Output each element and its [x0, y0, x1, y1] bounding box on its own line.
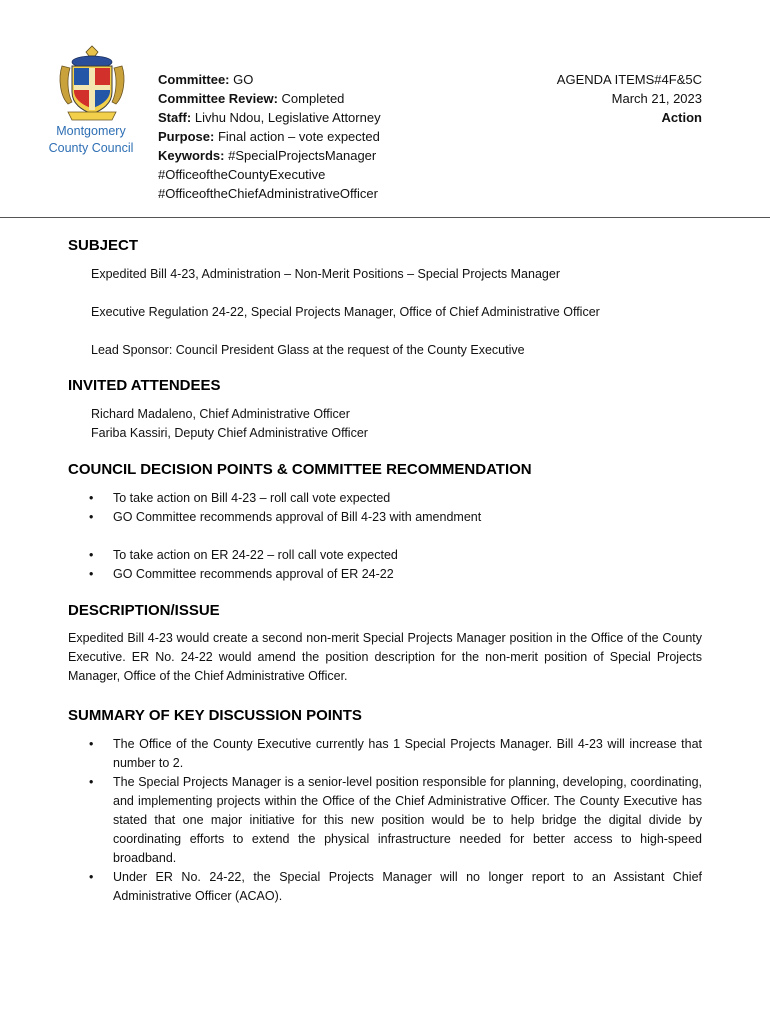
bullet-icon: • [89, 775, 94, 789]
attendee: Richard Madaleno, Chief Administrative Officer [91, 407, 350, 421]
county-seal-icon [58, 44, 126, 126]
purpose-label: Purpose: [158, 129, 215, 144]
keywords-label: Keywords: [158, 148, 225, 163]
review-label: Committee Review: [158, 91, 278, 106]
bullet-icon: • [89, 737, 94, 751]
list-item [68, 546, 702, 565]
bullet-icon: • [89, 870, 94, 884]
bullet-icon: • [89, 567, 94, 581]
decision-list-2 [68, 546, 702, 584]
committee-row [158, 70, 381, 89]
description-text: Expedited Bill 4-23 would create a second non-merit Special Projects Manager position in the Office of the County Executive. ER No. 24-22 would amend the position description for the non-merit position of Special Projects Manager, Office of the Chief Administrative Officer. [68, 631, 702, 683]
list-item [68, 489, 702, 508]
committee-label: Committee: [158, 72, 230, 87]
memo-meta [158, 70, 381, 203]
header-divider [0, 217, 770, 218]
agenda-info [557, 70, 702, 127]
bullet-icon: • [89, 491, 94, 505]
staff-label: Staff: [158, 110, 192, 125]
keywords-row [158, 146, 381, 165]
agenda-action: Action [661, 110, 702, 125]
subject-heading: SUBJECT [68, 237, 139, 254]
list-item [68, 773, 702, 868]
attendee: Fariba Kassiri, Deputy Chief Administrative Officer [91, 426, 368, 440]
bullet-icon: • [89, 510, 94, 524]
subject-line: Expedited Bill 4-23, Administration – Non-Merit Positions – Special Projects Manager [91, 267, 560, 281]
list-item-text: GO Committee recommends approval of ER 24-22 [113, 567, 394, 581]
bullet-icon: • [89, 548, 94, 562]
description-heading: DESCRIPTION/ISSUE [68, 602, 220, 619]
list-item [68, 565, 702, 584]
committee-value: GO [233, 72, 254, 87]
agenda-items: AGENDA ITEMS#4F&5C [556, 72, 702, 87]
memo-body [68, 236, 702, 906]
subject-line: Lead Sponsor: Council President Glass at the request of the County Executive [91, 343, 525, 357]
review-row [158, 89, 381, 108]
decision-heading: COUNCIL DECISION POINTS & COMMITTEE RECOMMENDATION [68, 461, 532, 478]
staff-row [158, 108, 381, 127]
purpose-value: Final action – vote expected [217, 129, 380, 144]
list-item [68, 868, 702, 906]
agenda-date: March 21, 2023 [611, 91, 702, 106]
attendees-heading: INVITED ATTENDEES [68, 377, 221, 394]
keyword: #SpecialProjectsManager [228, 148, 377, 163]
council-name [36, 123, 146, 157]
list-item [68, 735, 702, 773]
review-value: Completed [281, 91, 345, 106]
purpose-row [158, 127, 381, 146]
list-item-text: To take action on Bill 4-23 – roll call vote expected [113, 491, 391, 505]
decision-list-1 [68, 489, 702, 527]
subject-line: Executive Regulation 24-22, Special Projects Manager, Office of Chief Administrative Officer [91, 305, 600, 319]
list-item [68, 508, 702, 527]
summary-heading: SUMMARY OF KEY DISCUSSION POINTS [68, 707, 362, 724]
list-item-text: The Special Projects Manager is a senior-level position responsible for planning, developing, coordinating, and implementing projects within the Office of the Chief Administrative Officer. The County Executive has stated that one major initiative for this new position would be to help bridge the digital divide by coordinating efforts to extend the physical infrastructure needed for better access to high-speed broadband. [113, 775, 702, 865]
keyword: #OfficeoftheChiefAdministrativeOfficer [158, 186, 378, 201]
keyword: #OfficeoftheCountyExecutive [158, 167, 326, 182]
council-name-line1: Montgomery [56, 124, 126, 138]
council-name-line2: County Council [48, 141, 134, 155]
list-item-text: GO Committee recommends approval of Bill 4-23 with amendment [113, 510, 482, 524]
summary-list [68, 735, 702, 906]
list-item-text: To take action on ER 24-22 – roll call vote expected [113, 548, 398, 562]
list-item-text: The Office of the County Executive currently has 1 Special Projects Manager. Bill 4-23 will increase that number to 2. [113, 737, 702, 770]
list-item-text: Under ER No. 24-22, the Special Projects Manager will no longer report to an Assistant Chief Administrative Officer (ACAO). [113, 870, 702, 903]
staff-value: Livhu Ndou, Legislative Attorney [194, 110, 381, 125]
